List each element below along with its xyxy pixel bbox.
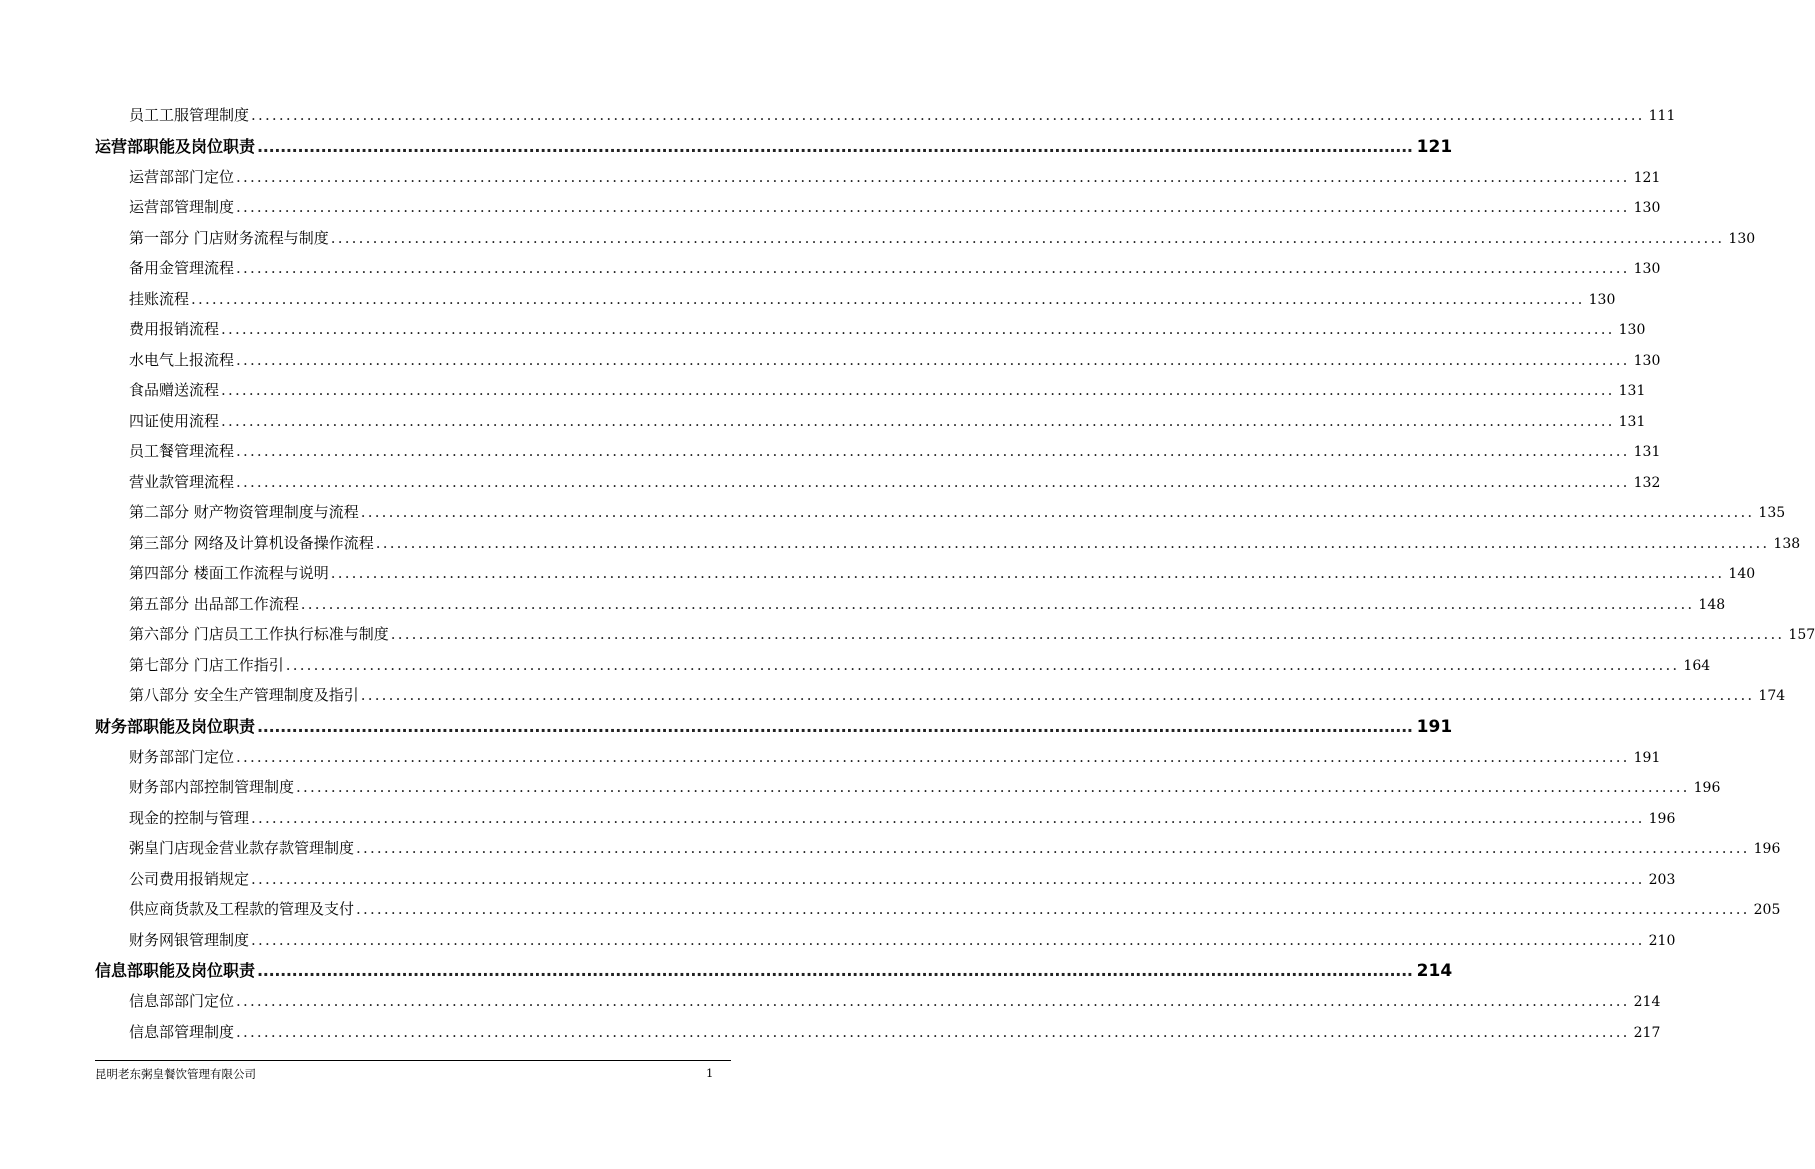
toc-entry[interactable] xyxy=(129,406,1646,437)
toc-leader-dots: ........................................................................................................................................................................................................ xyxy=(236,198,1630,216)
toc-entry-page-number: 164 xyxy=(1683,657,1711,674)
toc-leader-dots: ........................................................................................................................................................................................................ xyxy=(257,136,1413,156)
toc-entry[interactable] xyxy=(129,314,1646,345)
toc-entry-label: 第一部分 门店财务流程与制度 xyxy=(129,228,329,247)
toc-entry[interactable] xyxy=(129,162,1661,193)
toc-leader-dots: ........................................................................................................................................................................................................ xyxy=(360,686,1755,704)
toc-leader-dots: ........................................................................................................................................................................................................ xyxy=(330,564,1725,582)
toc-entry-page-number: 131 xyxy=(1618,383,1646,399)
toc-leader-dots: ........................................................................................................................................................................................................ xyxy=(356,839,1750,857)
toc-entry-page-number: 131 xyxy=(1618,413,1646,430)
toc-entry-page-number: 130 xyxy=(1618,322,1646,338)
toc-entry-page-number: 191 xyxy=(1633,749,1661,766)
toc-leader-dots: ........................................................................................................................................................................................................ xyxy=(236,167,1630,186)
toc-entry[interactable] xyxy=(129,192,1661,223)
toc-entry-label: 挂账流程 xyxy=(129,289,190,308)
toc-entry[interactable] xyxy=(129,284,1616,315)
toc-entry-label: 信息部部门定位 xyxy=(129,992,235,1010)
toc-entry-page-number: 140 xyxy=(1728,566,1756,582)
toc-entry[interactable] xyxy=(129,558,1756,589)
toc-leader-dots: ........................................................................................................................................................................................................ xyxy=(191,289,1585,308)
toc-entry-page-number: 132 xyxy=(1633,474,1661,491)
toc-entry-label: 信息部职能及岗位职责 xyxy=(95,961,256,980)
toc-entry[interactable] xyxy=(129,497,1786,528)
toc-leader-dots: ........................................................................................................................................................................................................ xyxy=(236,472,1630,491)
toc-entry-page-number: 210 xyxy=(1648,932,1676,949)
toc-entry[interactable] xyxy=(129,742,1661,773)
toc-entry-label: 财务部职能及岗位职责 xyxy=(95,716,256,736)
table-of-contents xyxy=(0,100,1815,1047)
toc-entry-label: 运营部职能及岗位职责 xyxy=(95,136,256,156)
toc-leader-dots: ........................................................................................................................................................................................................ xyxy=(330,228,1725,247)
toc-leader-dots: ........................................................................................................................................................................................................ xyxy=(251,106,1645,124)
toc-entry-label: 第四部分 楼面工作流程与说明 xyxy=(129,564,329,582)
toc-entry[interactable] xyxy=(129,803,1676,834)
toc-entry-label: 第六部分 门店员工工作执行标准与制度 xyxy=(129,625,389,643)
toc-entry-page-number: 205 xyxy=(1753,902,1781,918)
toc-entry[interactable] xyxy=(129,986,1661,1017)
toc-entry[interactable] xyxy=(129,589,1726,620)
toc-entry-page-number: 196 xyxy=(1753,841,1781,857)
toc-entry[interactable] xyxy=(129,680,1786,711)
toc-entry-label: 营业款管理流程 xyxy=(129,472,235,491)
toc-entry-page-number: 191 xyxy=(1416,716,1453,737)
toc-entry-page-number: 148 xyxy=(1698,596,1726,613)
toc-entry-page-number: 121 xyxy=(1416,136,1453,157)
footer-company-name: 昆明老东粥皇餐饮管理有限公司 xyxy=(95,1067,256,1081)
footer-divider xyxy=(95,1060,731,1061)
toc-leader-dots: ........................................................................................................................................................................................................ xyxy=(296,778,1690,796)
toc-entry[interactable] xyxy=(129,436,1661,467)
toc-section-heading[interactable] xyxy=(95,131,1453,162)
toc-entry-label: 备用金管理流程 xyxy=(129,259,235,277)
toc-entry-label: 四证使用流程 xyxy=(129,411,220,430)
toc-leader-dots: ........................................................................................................................................................................................................ xyxy=(257,716,1413,736)
toc-entry-label: 信息部管理制度 xyxy=(129,1022,235,1041)
toc-leader-dots: ........................................................................................................................................................................................................ xyxy=(300,594,1695,613)
toc-entry-label: 供应商货款及工程款的管理及支付 xyxy=(129,900,355,918)
toc-entry-page-number: 217 xyxy=(1633,1024,1661,1041)
toc-entry-page-number: 196 xyxy=(1648,810,1676,827)
toc-entry-page-number: 157 xyxy=(1788,627,1815,643)
toc-entry-page-number: 130 xyxy=(1588,291,1616,308)
toc-entry[interactable] xyxy=(129,253,1661,284)
toc-leader-dots: ........................................................................................................................................................................................................ xyxy=(221,381,1615,399)
toc-entry[interactable] xyxy=(129,925,1676,956)
toc-entry-page-number: 203 xyxy=(1648,871,1676,888)
toc-leader-dots: ........................................................................................................................................................................................................ xyxy=(236,1022,1630,1041)
toc-entry[interactable] xyxy=(129,833,1781,864)
toc-entry[interactable] xyxy=(129,345,1661,376)
toc-section-heading[interactable] xyxy=(95,955,1453,986)
toc-entry[interactable] xyxy=(129,223,1756,254)
toc-entry-label: 第二部分 财产物资管理制度与流程 xyxy=(129,503,359,521)
toc-leader-dots: ........................................................................................................................................................................................................ xyxy=(236,350,1630,369)
toc-entry-label: 员工餐管理流程 xyxy=(129,442,235,460)
toc-leader-dots: ........................................................................................................................................................................................................ xyxy=(236,992,1630,1010)
toc-entry-page-number: 121 xyxy=(1633,169,1661,186)
toc-entry[interactable] xyxy=(129,528,1801,559)
toc-entry-label: 第八部分 安全生产管理制度及指引 xyxy=(129,686,359,704)
toc-entry-page-number: 131 xyxy=(1633,444,1661,460)
toc-leader-dots: ........................................................................................................................................................................................................ xyxy=(375,533,1770,552)
toc-entry-label: 财务网银管理制度 xyxy=(129,930,250,949)
toc-entry-label: 第三部分 网络及计算机设备操作流程 xyxy=(129,533,374,552)
toc-entry-page-number: 135 xyxy=(1758,505,1786,521)
toc-leader-dots: ........................................................................................................................................................................................................ xyxy=(356,900,1750,918)
toc-entry-page-number: 214 xyxy=(1416,961,1453,981)
toc-leader-dots: ........................................................................................................................................................................................................ xyxy=(251,930,1645,949)
toc-entry-label: 运营部管理制度 xyxy=(129,198,235,216)
toc-entry[interactable] xyxy=(129,772,1721,803)
toc-entry[interactable] xyxy=(129,894,1781,925)
toc-entry-label: 食品赠送流程 xyxy=(129,381,220,399)
toc-entry-label: 水电气上报流程 xyxy=(129,350,235,369)
toc-entry-label: 第五部分 出品部工作流程 xyxy=(129,594,299,613)
toc-entry-page-number: 214 xyxy=(1633,994,1661,1010)
toc-entry[interactable] xyxy=(129,650,1711,681)
toc-entry-label: 财务部内部控制管理制度 xyxy=(129,778,295,796)
toc-entry[interactable] xyxy=(129,619,1815,650)
toc-entry-label: 公司费用报销规定 xyxy=(129,869,250,888)
toc-entry-page-number: 174 xyxy=(1758,688,1786,704)
toc-entry[interactable] xyxy=(129,1017,1661,1048)
toc-entry-label: 费用报销流程 xyxy=(129,320,220,338)
toc-entry[interactable] xyxy=(129,467,1661,498)
toc-entry[interactable] xyxy=(129,864,1676,895)
toc-leader-dots: ........................................................................................................................................................................................................ xyxy=(257,961,1413,980)
toc-entry-page-number: 130 xyxy=(1633,352,1661,369)
toc-entry-page-number: 130 xyxy=(1633,261,1661,277)
toc-entry-label: 粥皇门店现金营业款存款管理制度 xyxy=(129,839,355,857)
toc-entry-label: 现金的控制与管理 xyxy=(129,808,250,827)
toc-entry-page-number: 196 xyxy=(1693,780,1721,796)
toc-entry-page-number: 138 xyxy=(1773,535,1801,552)
toc-leader-dots: ........................................................................................................................................................................................................ xyxy=(236,747,1630,766)
toc-leader-dots: ........................................................................................................................................................................................................ xyxy=(251,869,1645,888)
toc-entry-label: 第七部分 门店工作指引 xyxy=(129,655,284,674)
toc-leader-dots: ........................................................................................................................................................................................................ xyxy=(221,320,1615,338)
toc-entry[interactable] xyxy=(129,375,1646,406)
toc-leader-dots: ........................................................................................................................................................................................................ xyxy=(236,442,1630,460)
toc-leader-dots: ........................................................................................................................................................................................................ xyxy=(251,808,1645,827)
toc-entry-page-number: 111 xyxy=(1648,108,1676,124)
toc-entry-page-number: 130 xyxy=(1633,200,1661,216)
toc-entry-page-number: 130 xyxy=(1728,230,1756,247)
footer-page-number: 1 xyxy=(706,1066,714,1080)
toc-entry-label: 财务部部门定位 xyxy=(129,747,235,766)
toc-leader-dots: ........................................................................................................................................................................................................ xyxy=(390,625,1785,643)
toc-section-heading[interactable] xyxy=(95,711,1453,742)
toc-leader-dots: ........................................................................................................................................................................................................ xyxy=(285,655,1680,674)
toc-entry-label: 运营部部门定位 xyxy=(129,167,235,186)
toc-entry-label: 员工工服管理制度 xyxy=(129,106,250,124)
toc-leader-dots: ........................................................................................................................................................................................................ xyxy=(221,411,1615,430)
toc-leader-dots: ........................................................................................................................................................................................................ xyxy=(360,503,1755,521)
toc-entry[interactable] xyxy=(129,100,1676,131)
toc-leader-dots: ........................................................................................................................................................................................................ xyxy=(236,259,1630,277)
